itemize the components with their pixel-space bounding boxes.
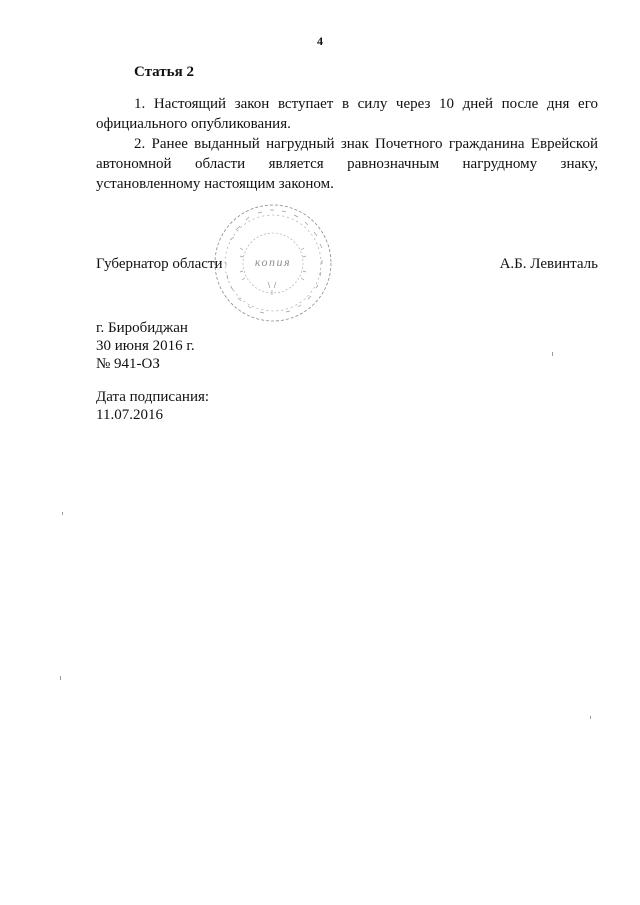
scan-artifact xyxy=(62,512,63,515)
adoption-date: 30 июня 2016 г. xyxy=(96,338,195,354)
scan-artifact xyxy=(590,716,591,719)
place-date-number-block xyxy=(96,319,195,373)
paragraph-2-line-2: автономной области является равнозначным нагрудному знаку, xyxy=(96,156,598,172)
paragraph-2 xyxy=(96,134,598,194)
signing-date-block xyxy=(96,388,209,424)
paragraph-1-line-1: 1. Настоящий закон вступает в силу через 10 дней после дня его xyxy=(134,96,598,112)
article-title: Статья 2 xyxy=(134,64,194,80)
paragraph-2-line-3: установленному настоящим законом. xyxy=(96,176,334,192)
page-number: 4 xyxy=(317,34,323,48)
paragraph-1-line-2: официального опубликования. xyxy=(96,116,291,132)
paragraph-2-line-1: 2. Ранее выданный нагрудный знак Почетного гражданина Еврейской xyxy=(134,136,598,152)
official-seal-stamp xyxy=(210,200,336,326)
paragraph-1 xyxy=(96,94,598,134)
signing-date-label: Дата подписания: xyxy=(96,389,210,405)
law-number: № 941-ОЗ xyxy=(96,356,160,372)
scan-artifact xyxy=(60,676,61,680)
scan-artifact xyxy=(552,352,553,356)
stamp-center-text: копия xyxy=(254,255,292,269)
city: г. Биробиджан xyxy=(96,320,188,336)
governor-title: Губернатор области xyxy=(96,256,223,272)
signing-date-value: 11.07.2016 xyxy=(96,407,163,423)
governor-name: А.Б. Левинталь xyxy=(499,256,598,272)
